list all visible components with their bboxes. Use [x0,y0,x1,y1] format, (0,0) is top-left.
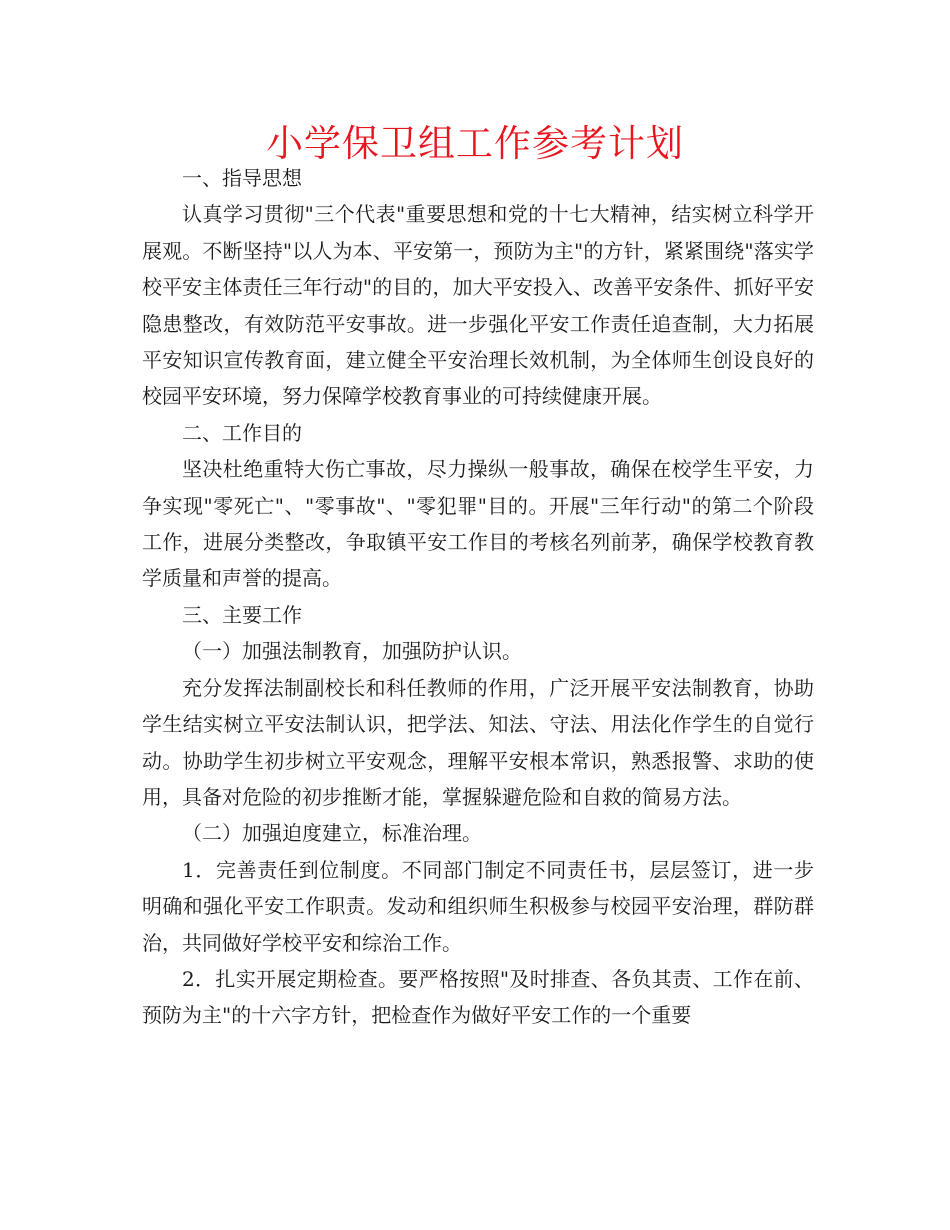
paragraph-legal-education: 充分发挥法制副校长和科任教师的作用，广泛开展平安法制教育，协助学生结实树立平安法制认识，把学法、知法、守法、用法化作学生的自觉行动。协助学生初步树立平安观念，理解平安根本常识，熟悉报警、求助的使用，具备对危险的初步推断才能，掌握躲避危险和自救的简易方法。 [142,675,814,809]
subheading-system-building: （二）加强迫度建立，标准治理。 [182,821,482,846]
document-body [142,160,814,1034]
section-heading-main-work: 三、主要工作 [182,602,302,627]
paragraph-work-goals: 坚决杜绝重特大伤亡事故，尽力操纵一般事故，确保在校学生平安，力争实现"零死亡"、"零事故"、"零犯罪"目的。开展"三年行动"的第二个阶段工作，进展分类整改，争取镇平安工作目的考核名列前茅，确保学校教育教学质量和声誉的提高。 [142,457,814,591]
section-heading-guiding-thought: 一、指导思想 [182,166,302,190]
paragraph-responsibility-system: 1．完善责任到位制度。不同部门制定不同责任书，层层签订，进一步明确和强化平安工作职责。发动和组织师生积极参与校园平安治理，群防群治，共同做好学校平安和综治工作。 [142,857,814,955]
paragraph-guiding-thought: 认真学习贯彻"三个代表"重要思想和党的十七大精神，结实树立科学开展观。不断坚持"以人为本、平安第一，预防为主"的方针，紧紧围绕"落实学校平安主体责任三年行动"的目的，加大平安投入、改善平安条件、抓好平安隐患整改，有效防范平安事故。进一步强化平安工作责任追查制，大力拓展平安知识宣传教育面，建立健全平安治理长效机制，为全体师生创设良好的校园平安环境，努力保障学校教育事业的可持续健康开展。 [142,202,814,409]
subheading-legal-education: （一）加强法制教育，加强防护认识。 [182,639,522,664]
section-heading-work-goals: 二、工作目的 [182,420,302,445]
paragraph-regular-inspection: 2．扎实开展定期检查。要严格按照"及时排查、各负其责、工作在前、预防为主"的十六字方针，把检查作为做好平安工作的一个重要 [142,966,814,1028]
document-title: 小学保卫组工作参考计划 [266,122,684,165]
